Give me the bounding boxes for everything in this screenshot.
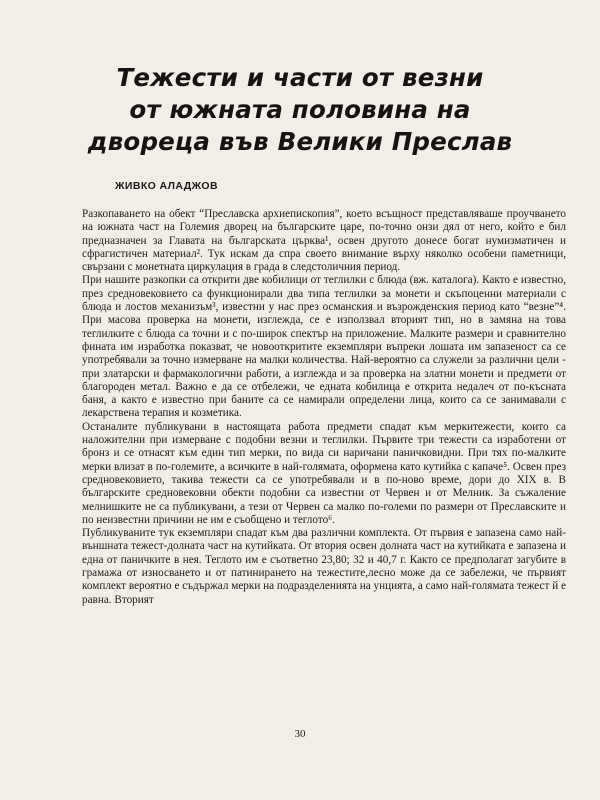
page-number: 30 (294, 728, 306, 740)
title-line: от южната половина на (129, 95, 471, 124)
title-line: Тежести и части от везни (116, 63, 484, 92)
body-paragraph: При нашите разкопки са открити две кобилици от теглилки с блюда (вж. каталога). Както е известно, през средновековието са функционирали два типа теглилки за монети и скъпоценни материали с блюда и лостов механизъм³, известни у нас през османския и възрожденския период като “везне”⁴. При масова проверка на монети, изглежда, се е използвал вторият тип, но в замяна на това теглилките с блюда са точни и с по-широк спектър на приложение. Малките размери и сравнително фината им изработка показват, че новооткритите екземпляри въпреки лошата им запазеност са се употребявали за точно измерване на малки количества. Най-вероятно са служели за различни цели - при златарски и фармакологични работи, а изглежда и за проверка на златни монети и предмети от благороден метал. Важно е да се отбележи, че едната кобилица е открита недалеч от по-късната баня, а както е известно при баните са се намирали определени лица, които са се занимавали с лекарствена терапия и козметика. (82, 274, 566, 420)
article-body (82, 208, 566, 607)
body-paragraph: Останалите публикувани в настоящата работа предмети спадат към меркитежести, които са наложителни при измерване с подобни везни и теглилки. Първите три тежести са изработени от бронз и се отнасят към един тип мерки, по вида си наричани паничковидни. При тях по-малките мерки влизат в по-големите, а всичките в най-голямата, оформена като кутийка с капаче⁵. Освен през средновековието, такива тежести са се употребявали и в по-ново време, дори до XIX в. В българските средновековни обекти подобни са известни от Червен и от Мелник. За съжаление мелнишките не са публикувани, а тези от Червен са малко по-големи по размери от Преславските и по неизвестни причини не им е съобщено и теглото⁶. (82, 420, 566, 526)
article-title (60, 62, 540, 158)
title-line: двореца във Велики Преслав (87, 127, 513, 156)
author-name: ЖИВКО АЛАДЖОВ (115, 180, 218, 192)
body-paragraph: Разкопаването на обект “Преславска архиепископия”, което всъщност представляваше проучването на южната част на Големия дворец на българските царе, по-точно онзи дял от него, който е бил предназначен за Главата на българската църква¹, освен другото донесе богат нумизматичен и сфрагистичен материал². Тук искам да спра своето внимание върху няколко особени паметници, свързани с монетната циркулация в града в следстоличния период. (82, 208, 566, 274)
body-paragraph: Публикуваните тук екземпляри спадат към два различни комплекта. От първия е запазена само най-външната тежест-долната част на кутийката. От втория освен долната част на кутийката е запазена и една от паничките в нея. Теглото им е съответно 23,80; 32 и 40,7 г. Както се предполагат загубите в грамажа от износването и от патинирането на тежестите,лесно може да се забележи, че първият комплект вероятно е съдържал мерки на подразделенията на унцията, а само най-голямата тежест й е равна. Вторият (82, 527, 566, 606)
